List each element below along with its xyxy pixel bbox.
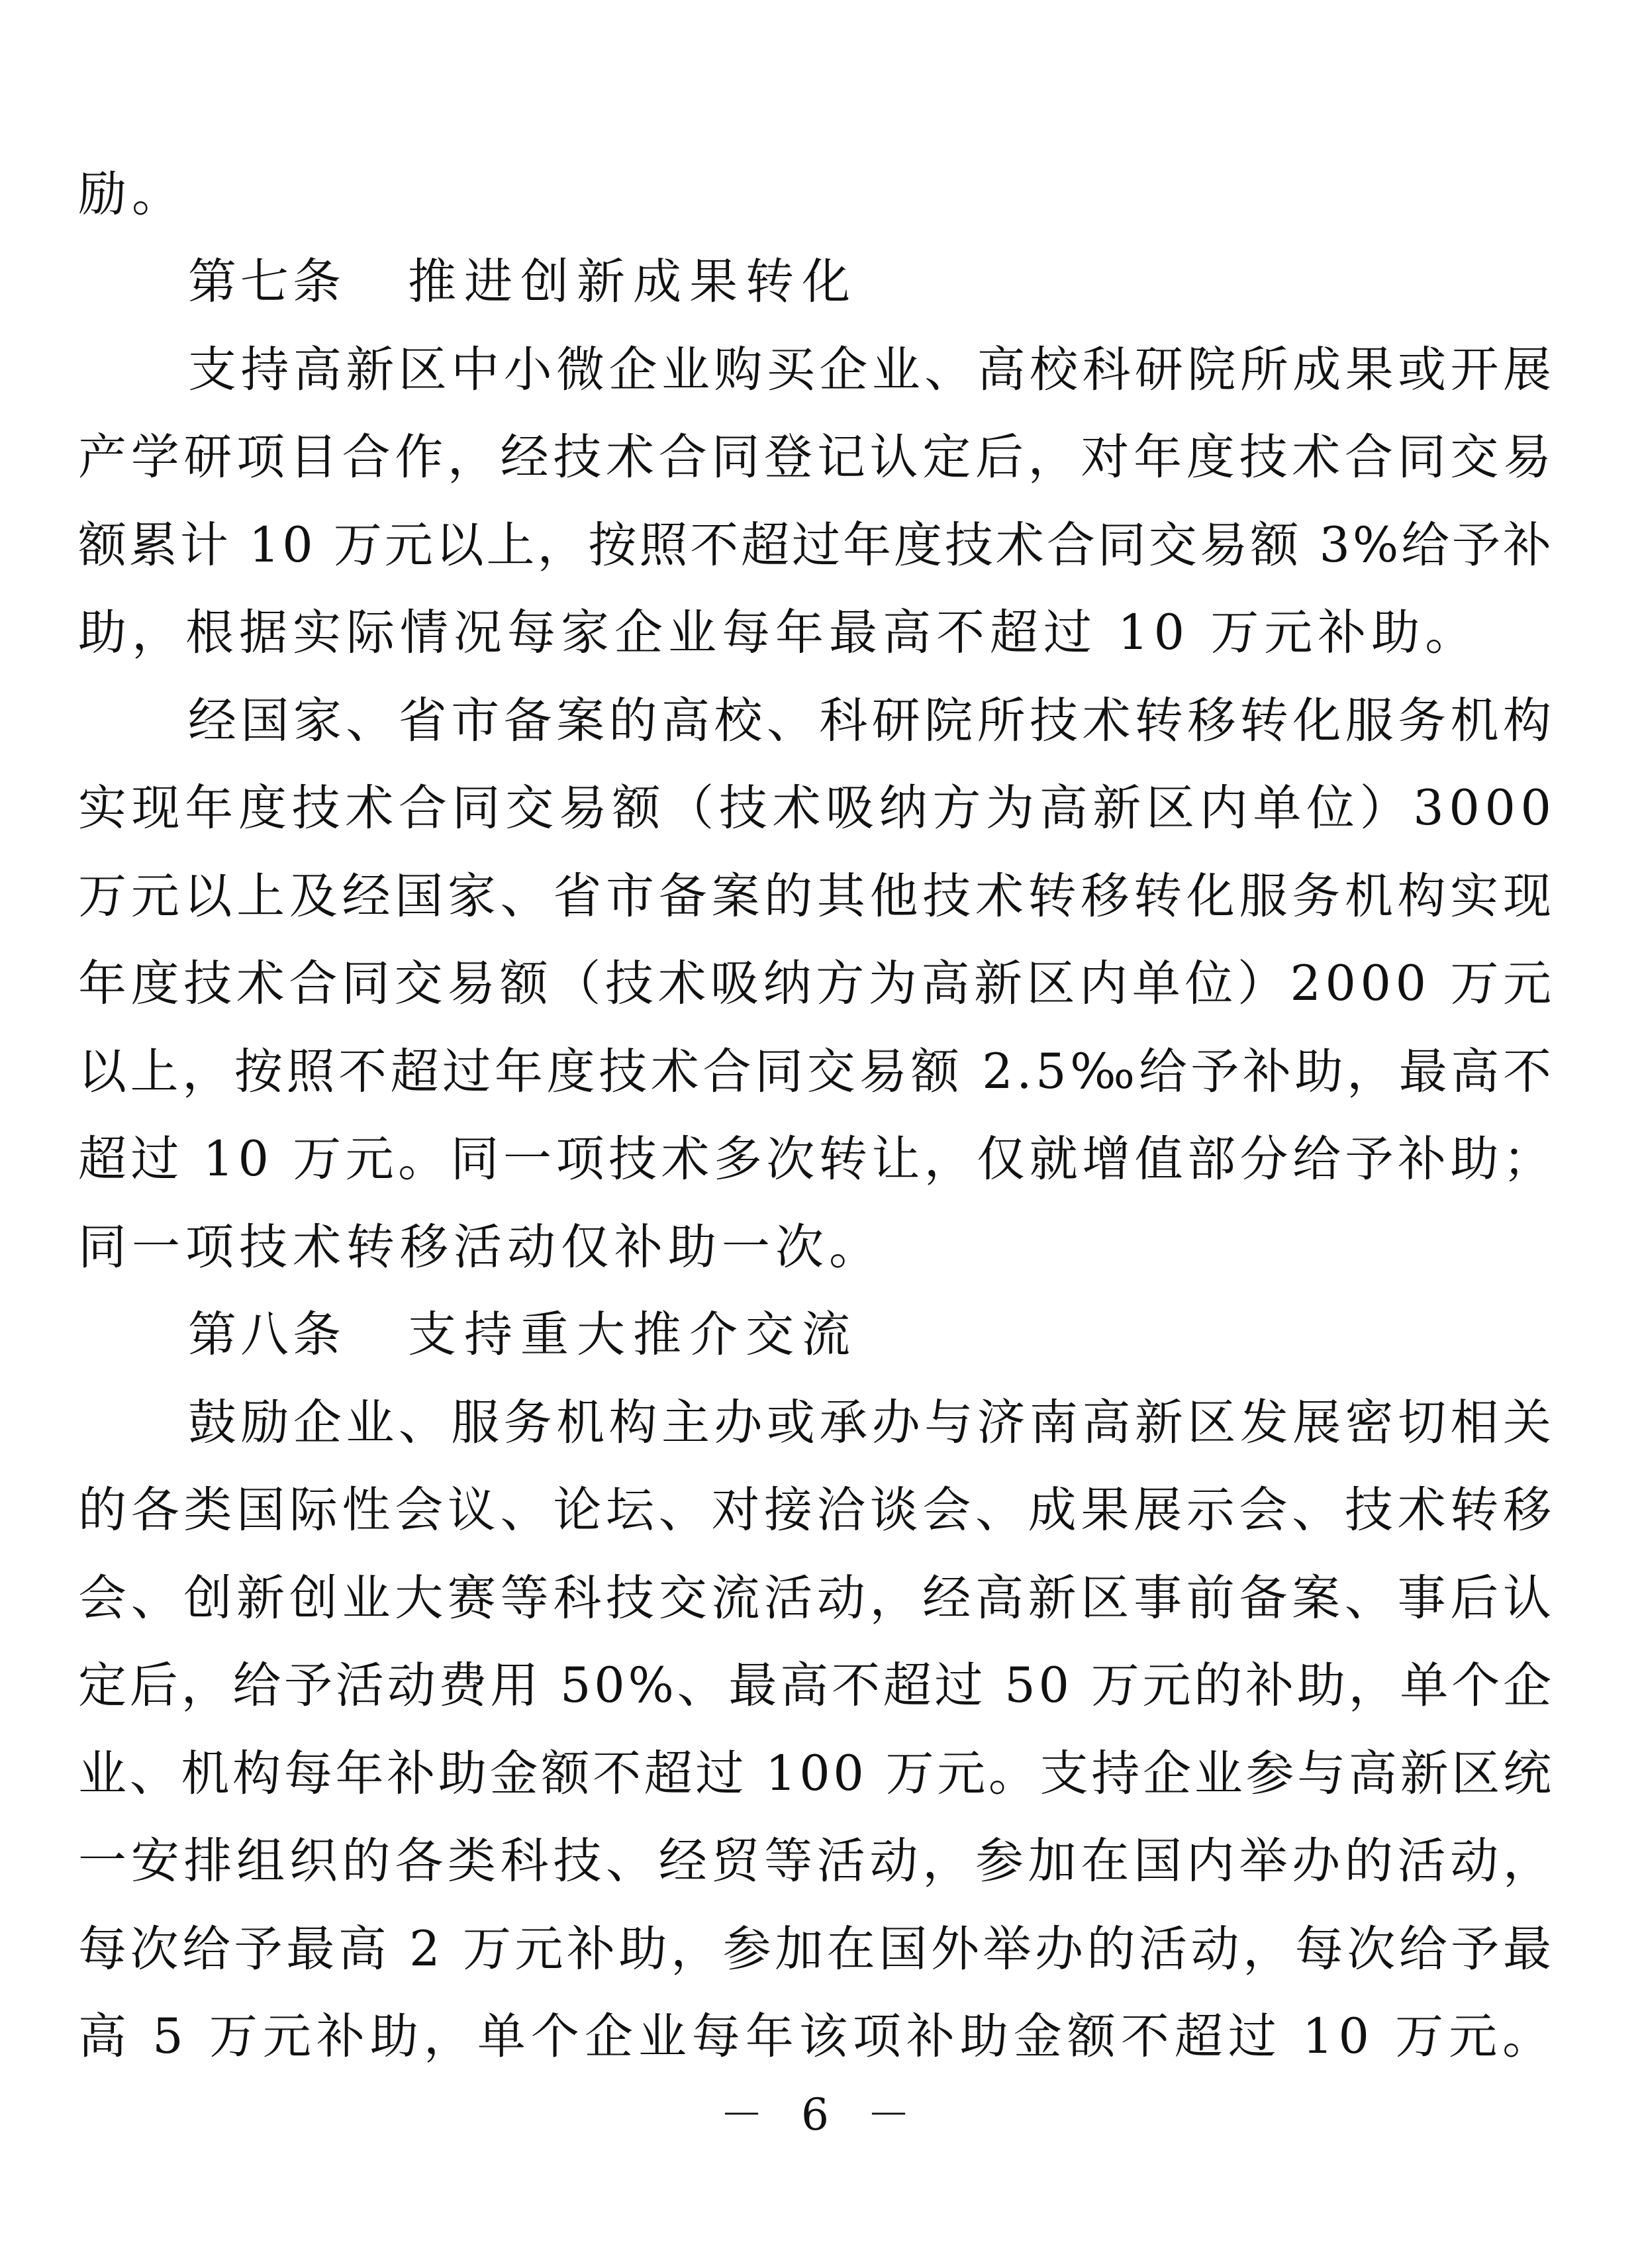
text-line: 实现年度技术合同交易额（技术吸纳方为高新区内单位）3000 bbox=[78, 780, 1557, 837]
text-line: 定后，给予活动费用 50%、最高不超过 50 万元的补助，单个企 bbox=[78, 1657, 1555, 1714]
text-line: 产学研项目合作，经技术合同登记认定后，对年度技术合同交易 bbox=[78, 429, 1556, 486]
document-body bbox=[78, 146, 1557, 2076]
text-line: 每次给予最高 2 万元补助，参加在国外举办的活动，每次给予最 bbox=[78, 1920, 1555, 1977]
text-line: 额累计 10 万元以上，按照不超过年度技术合同交易额 3%给予补 bbox=[78, 517, 1554, 573]
text-line: 年度技术合同交易额（技术吸纳方为高新区内单位）2000 万元 bbox=[78, 956, 1556, 1012]
text-line: 经国家、省市备案的高校、科研院所技术转移转化服务机构 bbox=[188, 692, 1556, 749]
text-line: 鼓励企业、服务机构主办或承办与济南高新区发展密切相关 bbox=[188, 1394, 1556, 1451]
article-title: 支持重大推介交流 bbox=[408, 1307, 858, 1363]
text-line: 助，根据实际情况每家企业每年最高不超过 10 万元补助。 bbox=[78, 605, 1479, 662]
article-number: 第八条 bbox=[188, 1307, 345, 1363]
text-line: 一安排组织的各类科技、经贸等活动，参加在国内举办的活动， bbox=[78, 1833, 1556, 1890]
page-number: － 6 － bbox=[720, 2089, 922, 2140]
text-line: 会、创新创业大赛等科技交流活动，经高新区事前备案、事后认 bbox=[78, 1569, 1556, 1626]
text-line: 以上，按照不超过年度技术合同交易额 2.5‰给予补助，最高不 bbox=[78, 1043, 1555, 1100]
article-number: 第七条 bbox=[188, 254, 345, 311]
text-line: 支持高新区中小微企业购买企业、高校科研院所成果或开展 bbox=[188, 341, 1556, 398]
article-title: 推进创新成果转化 bbox=[408, 254, 858, 311]
text-line: 万元以上及经国家、省市备案的其他技术转移转化服务机构实现 bbox=[78, 867, 1556, 924]
text-line: 超过 10 万元。同一项技术多次转让，仅就增值部分给予补助； bbox=[78, 1131, 1556, 1188]
article-heading bbox=[78, 1287, 1551, 1375]
text-line: 业、机构每年补助金额不超过 100 万元。支持企业参与高新区统 bbox=[78, 1745, 1555, 1802]
text-line: 高 5 万元补助，单个企业每年该项补助金额不超过 10 万元。 bbox=[78, 2008, 1557, 2065]
article-heading bbox=[78, 234, 1551, 322]
text-line: 励。 bbox=[78, 166, 185, 222]
text-line: 同一项技术转移活动仅补助一次。 bbox=[78, 1218, 883, 1275]
text-line: 的各类国际性会议、论坛、对接洽谈会、成果展示会、技术转移 bbox=[78, 1482, 1556, 1539]
